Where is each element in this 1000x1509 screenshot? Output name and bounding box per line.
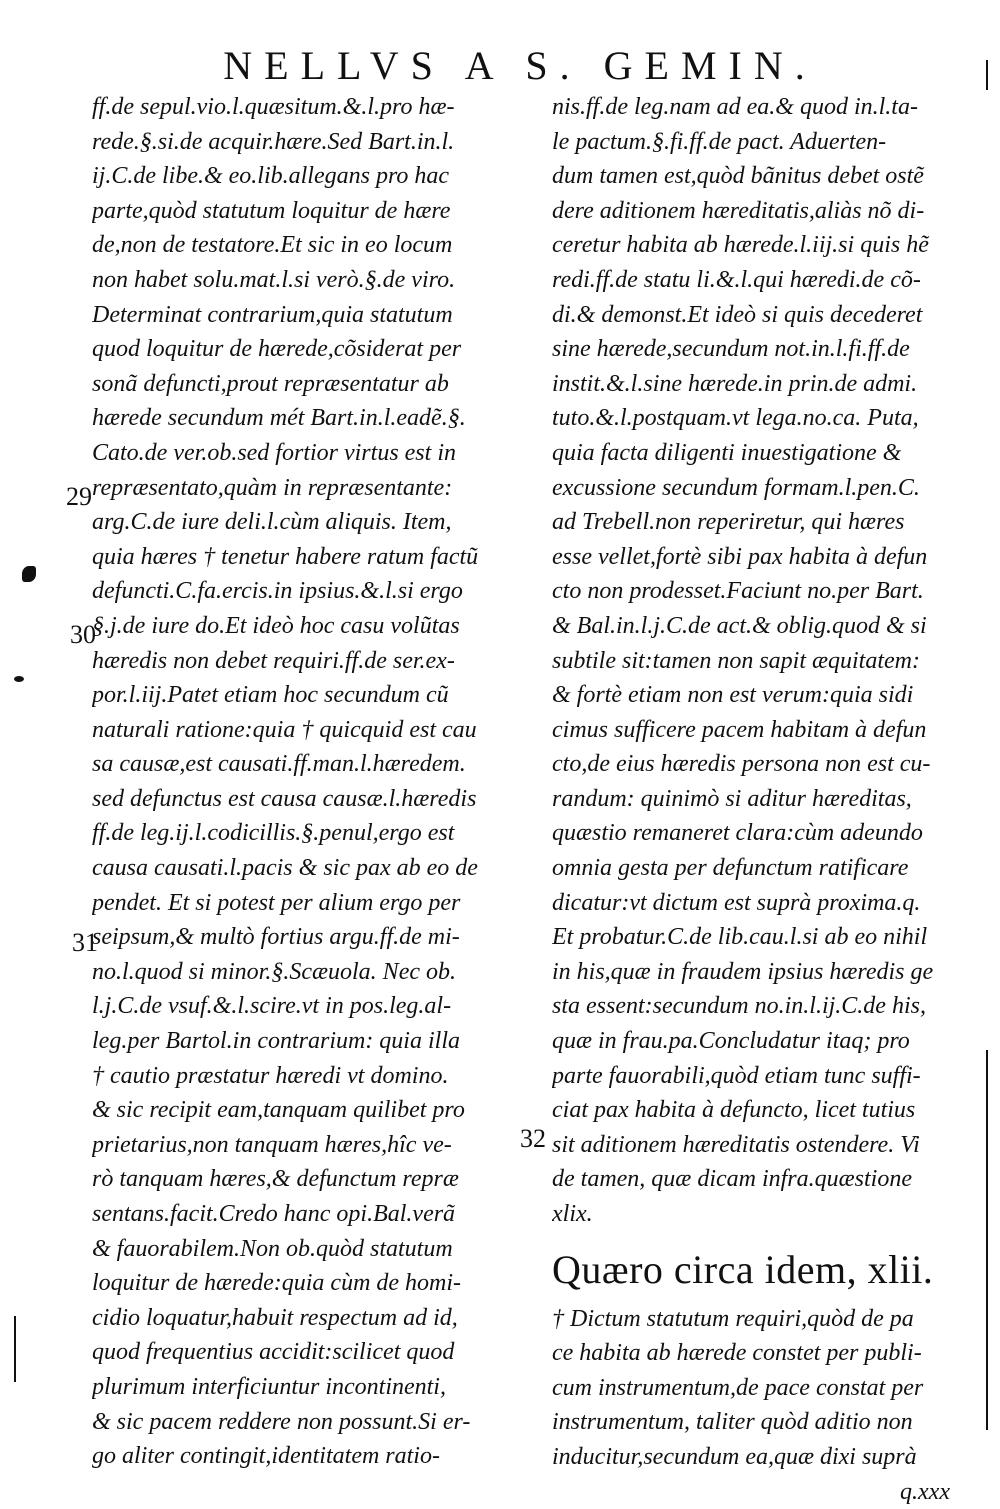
running-head: NELLVS A S. GEMIN. [223, 43, 817, 88]
text-line: randum: quinimò si aditur hæreditas, [552, 785, 912, 812]
text-line: leg.per Bartol.in contrarium: quia illa [92, 1028, 460, 1055]
text-line: dicatur:vt dictum est suprà proxima.q. [552, 889, 921, 916]
text-line: xlix. [552, 1201, 593, 1227]
text-line: sonã defuncti,prout repræsentatur ab [92, 370, 449, 397]
text-line: esse vellet,fortè sibi pax habita à defun [552, 543, 928, 570]
right-column-text-after-heading [552, 1302, 962, 1475]
text-line: non habet solu.mat.l.si verò.§.de viro. [92, 266, 456, 293]
text-line: Determinat contrarium,quia statutum [92, 301, 453, 328]
text-line: rò tanquam hæres,& defunctum repræ [92, 1166, 459, 1193]
text-line: nis.ff.de leg.nam ad ea.& quod in.l.ta- [552, 94, 918, 120]
text-line: plurimum interficiuntur incontinenti, [92, 1373, 446, 1400]
text-line: l.j.C.de vsuf.&.l.scire.vt in pos.leg.al- [92, 993, 452, 1020]
text-line: defuncti.C.fa.ercis.in ipsius.&.l.si ergo [92, 578, 463, 605]
text-line: le pactum.§.fi.ff.de pact. Aduerten- [552, 128, 887, 155]
text-line: excussione secundum formam.l.pen.C. [552, 474, 920, 501]
text-line: quod loquitur de hærede,cõsiderat per [92, 336, 462, 363]
text-line: dum tamen est,quòd bãnitus debet ostẽ [552, 163, 924, 190]
text-line: seipsum,& multò fortius argu.ff.de mi- [92, 924, 460, 951]
right-edge-tick [986, 60, 988, 90]
text-line: hæredis non debet requiri.ff.de ser.ex- [92, 647, 455, 674]
text-line: tuto.&.l.postquam.vt lega.no.ca. Puta, [552, 405, 919, 432]
text-line: & Bal.in.l.j.C.de act.& oblig.quod & si [552, 612, 927, 639]
text-line: cum instrumentum,de pace constat per [552, 1374, 924, 1401]
text-line: inducitur,secundum ea,quæ dixi suprà [552, 1443, 917, 1470]
text-line: cimus sufficere pacem habitam à defun [552, 716, 927, 743]
text-line: sa causæ,est causati.ff.man.l.hæredem. [92, 751, 466, 778]
text-line: prietarius,non tanquam hæres,hîc ve- [92, 1131, 452, 1158]
text-line: sit aditionem hæreditatis ostendere. Vi [552, 1131, 920, 1158]
text-line: hærede secundum mét Bart.in.l.eadẽ.§. [92, 405, 466, 432]
right-column-text-before-heading [552, 90, 962, 1232]
text-line: sta essent:secundum no.in.l.ij.C.de his, [552, 993, 926, 1020]
text-line: cto,de eius hæredis persona non est cu- [552, 751, 931, 778]
text-line: & sic recipit eam,tanquam quilibet pro [92, 1097, 465, 1124]
text-line: loquitur de hærede:quia cùm de homi- [92, 1270, 462, 1297]
text-line: & sic pacem reddere non possunt.Si er- [92, 1408, 471, 1435]
text-line: de,non de testatore.Et sic in eo locum [92, 232, 453, 259]
text-line: redi.ff.de statu li.&.l.qui hæredi.de cõ- [552, 266, 921, 293]
text-line: di.& demonst.Et ideò si quis decederet [552, 301, 923, 328]
text-line: dere aditionem hæreditatis,aliàs nõ di- [552, 197, 925, 224]
text-line: de tamen, quæ dicam infra.quæstione [552, 1166, 912, 1193]
text-line: por.l.iij.Patet etiam hoc secundum cũ [92, 682, 449, 709]
text-line: ciat pax habita à defuncto, licet tutius [552, 1097, 916, 1124]
text-line: quæ in frau.pa.Concludatur itaq; pro [552, 1028, 910, 1055]
signature-mark: q.xxx [900, 1478, 950, 1505]
text-line: ff.de leg.ij.l.codicillis.§.penul,ergo est [92, 820, 455, 847]
right-text-column [552, 90, 962, 1509]
text-line: sine hærede,secundum not.in.l.fi.ff.de [552, 336, 910, 363]
text-line: parte,quòd statutum loquitur de hære [92, 197, 451, 224]
text-line: quia facta diligenti inuestigatione & [552, 439, 902, 466]
text-line: cidio loquatur,habuit respectum ad id, [92, 1304, 458, 1331]
text-line: instrumentum, taliter quòd aditio non [552, 1409, 913, 1436]
text-line: sentans.facit.Credo hanc opi.Bal.verã [92, 1201, 456, 1227]
text-line: rede.§.si.de acquir.hære.Sed Bart.in.l. [92, 128, 455, 155]
text-line: ce habita ab hærede constet per publi- [552, 1340, 922, 1367]
text-line: quia hæres † tenetur habere ratum factũ [92, 543, 479, 570]
left-edge-line [14, 1316, 16, 1382]
margin-number-30: 30 [70, 620, 96, 649]
right-edge-line [986, 1050, 988, 1430]
ink-blot-mark [22, 566, 36, 582]
text-line: naturali ratione:quia † quicquid est cau [92, 716, 477, 743]
text-line: §.j.de iure do.Et ideò hoc casu volũtas [92, 612, 460, 639]
ink-dot-mark [14, 676, 24, 682]
text-line: subtile sit:tamen non sapit æquitatem: [552, 647, 920, 674]
text-line: pendet. Et si potest per alium ergo per [92, 889, 461, 916]
text-line: Cato.de ver.ob.sed fortior virtus est in [92, 439, 456, 466]
text-line: causa causati.l.pacis & sic pax ab eo de [92, 855, 478, 882]
text-line: ij.C.de libe.& eo.lib.allegans pro hac [92, 163, 450, 190]
text-line: arg.C.de iure deli.l.cùm aliquis. Item, [92, 509, 452, 536]
text-line: & fortè etiam non est verum:quia sidi [552, 682, 914, 709]
text-line: omnia gesta per defunctum ratificare [552, 855, 909, 882]
text-line: parte fauorabili,quòd etiam tunc suffi- [552, 1062, 921, 1089]
text-line: † Dictum statutum requiri,quòd de pa [552, 1305, 914, 1332]
text-line: & fauorabilem.Non ob.quòd statutum [92, 1235, 453, 1262]
text-line: ff.de sepul.vio.l.quæsitum.&.l.pro hæ- [92, 94, 455, 120]
margin-number-31: 31 [72, 928, 98, 957]
text-line: repræsentato,quàm in repræsentante: [92, 474, 453, 501]
text-line: instit.&.l.sine hærede.in prin.de admi. [552, 370, 918, 397]
left-text-column [92, 90, 522, 1474]
text-line: Et probatur.C.de lib.cau.l.si ab eo nihil [552, 924, 928, 951]
text-line: † cautio præstatur hæredi vt domino. [92, 1062, 449, 1089]
text-line: quæstio remaneret clara:cùm adeundo [552, 820, 923, 847]
text-line: no.l.quod si minor.§.Scæuola. Nec ob. [92, 958, 456, 985]
text-line: sed defunctus est causa causæ.l.hæredis [92, 785, 477, 812]
text-line: quod frequentius accidit:scilicet quod [92, 1339, 455, 1366]
section-heading: Quæro circa idem, xlii. [552, 1246, 934, 1292]
text-line: in his,quæ in fraudem ipsius hæredis ge [552, 958, 934, 985]
margin-number-29: 29 [66, 482, 92, 511]
text-line: ceretur habita ab hærede.l.iij.si quis hẽ [552, 232, 929, 259]
text-line: go aliter contingit,identitatem ratio- [92, 1443, 440, 1470]
margin-number-32: 32 [520, 1124, 546, 1153]
text-line: ad Trebell.non reperiretur, qui hæres [552, 509, 905, 536]
text-line: cto non prodesset.Faciunt no.per Bart. [552, 578, 924, 605]
